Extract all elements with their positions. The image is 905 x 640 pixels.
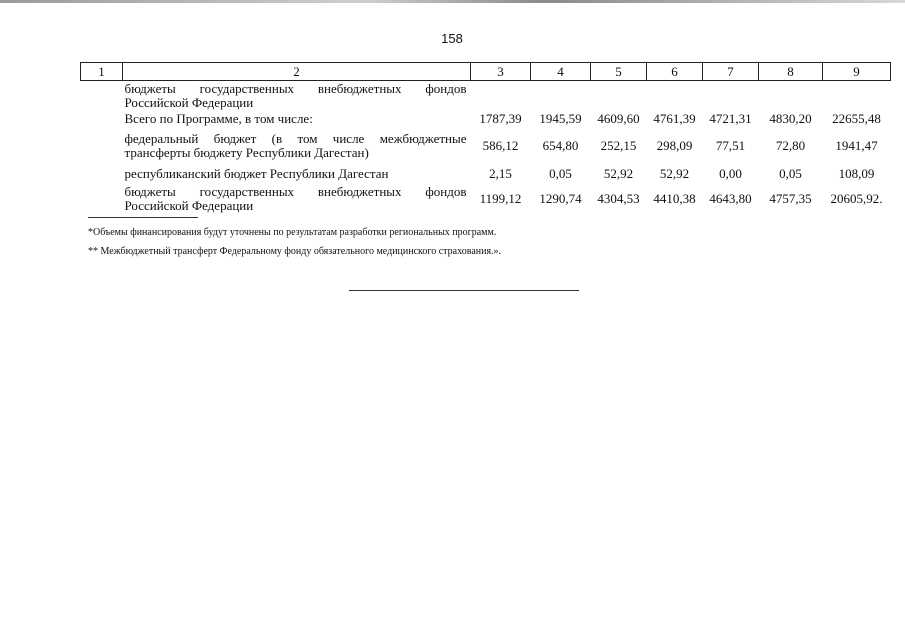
- table-row: [81, 164, 891, 184]
- table-cell: 0,00: [719, 165, 742, 181]
- table-row: [81, 184, 891, 214]
- table-row: [81, 81, 891, 111]
- row-label: Всего по Программе, в том числе:: [124, 111, 313, 126]
- table-cell: 586,12: [482, 137, 519, 153]
- end-of-section-line: [349, 290, 579, 291]
- table-cell: 77,51: [715, 137, 746, 153]
- table-cell: 52,92: [603, 165, 634, 181]
- table-cell: [647, 81, 703, 111]
- table-cell: [531, 81, 591, 111]
- row-label: федеральный бюджет (в том числе межбюджетные трансферты бюджету Республики Дагестан): [124, 130, 467, 160]
- column-number: 8: [759, 63, 823, 81]
- footnote-separator: [88, 217, 198, 218]
- table-cell: 4721,31: [709, 111, 752, 126]
- row-label: бюджеты государственных внебюджетных фондов Российской Федерации: [124, 183, 467, 213]
- column-number-row: [81, 63, 891, 81]
- table-cell: 1787,39: [479, 111, 522, 126]
- table-cell: 2,15: [489, 165, 512, 181]
- table-cell: 0,05: [549, 165, 572, 181]
- footnote: *Объемы финансирования будут уточнены по результатам разработки региональных программ.: [88, 227, 497, 238]
- row-label: бюджеты государственных внебюджетных фондов Российской Федерации: [124, 80, 467, 110]
- table-cell: [591, 81, 647, 111]
- row-label: республиканский бюджет Республики Дагестан: [124, 165, 389, 181]
- page-number: 158: [441, 31, 463, 46]
- table-row: [81, 128, 891, 164]
- table-cell: [759, 81, 823, 111]
- table-cell: 4304,53: [597, 190, 640, 206]
- table-cell: 108,09: [838, 165, 875, 181]
- table-cell: [703, 81, 759, 111]
- table-cell: 22655,48: [832, 111, 881, 126]
- table-cell: 72,80: [775, 137, 806, 153]
- column-number: 5: [591, 63, 647, 81]
- column-number: 9: [823, 63, 891, 81]
- table-cell: 20605,92.: [830, 190, 883, 206]
- table-cell: 252,15: [600, 137, 637, 153]
- column-number: 1: [81, 63, 123, 81]
- column-number: 6: [647, 63, 703, 81]
- financing-table: [80, 62, 891, 214]
- table-row: [81, 111, 891, 128]
- table-cell: 1945,59: [539, 111, 582, 126]
- table-cell: 0,05: [779, 165, 802, 181]
- table-cell: 4609,60: [597, 111, 640, 126]
- footnote: ** Межбюджетный трансферт Федеральному фонду обязательного медицинского страхования.».: [88, 246, 502, 257]
- table-cell: 298,09: [656, 137, 693, 153]
- table-cell: 52,92: [659, 165, 690, 181]
- column-number: 2: [123, 63, 471, 81]
- table-cell: 1199,12: [479, 190, 522, 206]
- column-number: 4: [531, 63, 591, 81]
- table-cell: 4761,39: [653, 111, 696, 126]
- table-cell: 4757,35: [769, 190, 812, 206]
- column-number: 3: [471, 63, 531, 81]
- table-cell: 1941,47: [835, 137, 878, 153]
- table-cell: 4643,80: [709, 190, 752, 206]
- column-number: 7: [703, 63, 759, 81]
- table-cell: 4410,38: [653, 190, 696, 206]
- table-cell: [823, 81, 891, 111]
- table-cell: 654,80: [542, 137, 579, 153]
- table-cell: [471, 81, 531, 111]
- scan-edge: [0, 0, 905, 3]
- table-cell: 1290,74: [539, 190, 582, 206]
- table-cell: 4830,20: [769, 111, 812, 126]
